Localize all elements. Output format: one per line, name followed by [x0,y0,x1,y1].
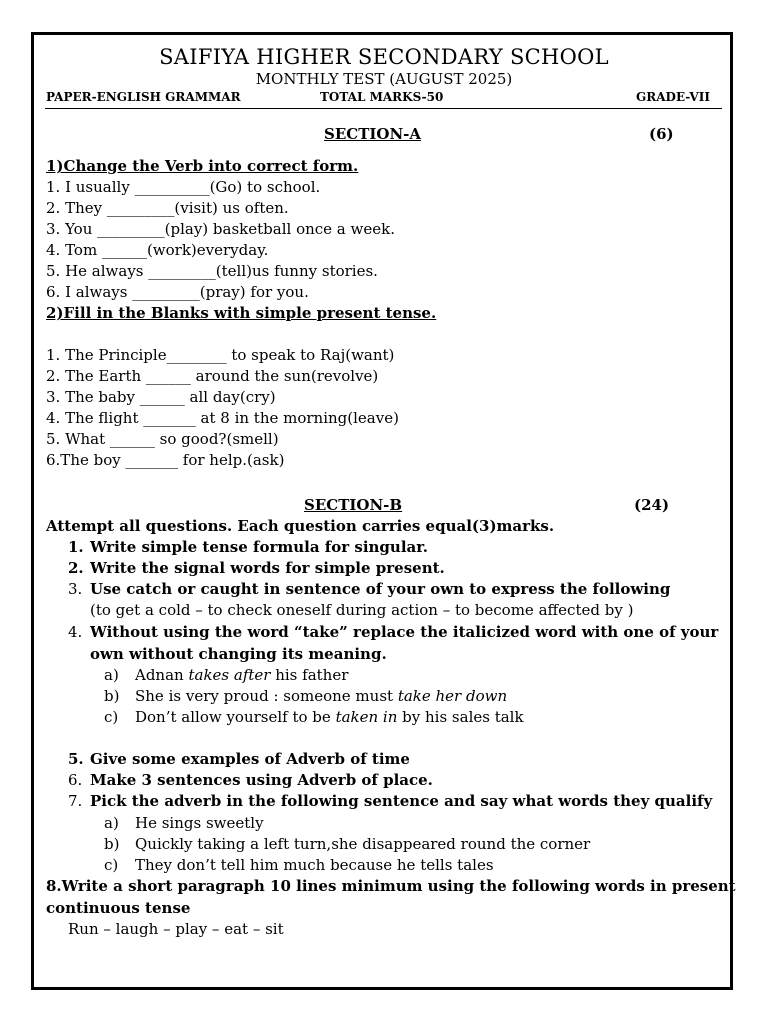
sub-label: a) [104,666,119,684]
question-text-cont: continuous tense [46,899,191,917]
question-heading: 1)Change the Verb into correct form. [46,157,359,175]
sub-text: She is very proud : someone must [135,687,398,705]
question-text: Use catch or caught in sentence of your own to express the following [90,580,671,598]
sub-text: Quickly taking a left turn,she disappeared round the corner [135,835,591,853]
word-list: Run – laugh – play – eat – sit [68,920,284,938]
question-text: Pick the adverb in the following sentence and say what words they qualify [90,792,713,810]
question-text: 8.Write a short paragraph 10 lines minimum using the following words in present [46,877,736,895]
sub-label: c) [104,708,119,726]
sub-item [104,855,494,876]
sub-text: He sings sweetly [135,814,264,832]
paper-name: PAPER-ENGLISH GRAMMAR [46,90,241,104]
list-item: 1. I usually __________(Go) to school. [46,178,321,196]
list-item: 4. The flight _______ at 8 in the morning(leave) [46,409,399,427]
list-item: 5. What ______ so good?(smell) [46,430,279,448]
question-text: Make 3 sentences using Adverb of place. [90,771,433,789]
sub-label: a) [104,814,119,832]
section-b-marks: (24) [634,496,670,514]
list-item: 5. He always _________(tell)us funny stories. [46,262,378,280]
list-item: 3. You _________(play) basketball once a week. [46,220,395,238]
sub-label: b) [104,687,120,705]
question-item [68,558,445,579]
list-item: 2. They _________(visit) us often. [46,199,289,217]
question-text: Write simple tense formula for singular. [90,538,428,556]
question-number: 6. [68,771,83,789]
sub-label: c) [104,856,119,874]
list-item: 1. The Principle________ to speak to Raj(want) [46,346,395,364]
sub-label: b) [104,835,120,853]
question-number: 1. [68,538,84,556]
sub-item [104,665,348,686]
question-number: 3. [68,580,83,598]
question-item [68,622,718,643]
list-item: 4. Tom ______(work)everyday. [46,241,269,259]
sub-text: by his sales talk [397,708,524,726]
italic-phrase: take her down [397,687,508,705]
question-note: (to get a cold – to check oneself during action – to become affected by ) [90,601,634,619]
list-item: 6.The boy _______ for help.(ask) [46,451,285,469]
question-number: 4. [68,623,83,641]
question-heading: 2)Fill in the Blanks with simple present tense. [46,304,437,322]
sub-item [104,813,264,834]
list-item: 2. The Earth ______ around the sun(revolve) [46,367,379,385]
sub-text: his father [270,666,349,684]
list-item: 6. I always _________(pray) for you. [46,283,309,301]
grade: GRADE-VII [636,90,710,104]
sub-item [104,834,590,855]
question-item [68,537,428,558]
question-item [68,791,712,812]
question-number: 5. [68,750,84,768]
section-instruction: Attempt all questions. Each question carries equal(3)marks. [46,517,555,535]
section-b-title: SECTION-B [304,496,403,514]
header-divider [45,108,722,109]
question-item [68,770,433,791]
school-name: SAIFIYA HIGHER SECONDARY SCHOOL [159,45,609,69]
sub-item [104,686,507,707]
question-text: Write the signal words for simple present. [90,559,445,577]
question-number: 2. [68,559,84,577]
italic-phrase: takes after [188,666,271,684]
question-item [68,579,670,600]
list-item: 3. The baby ______ all day(cry) [46,388,276,406]
sub-text: They don’t tell him much because he tells tales [135,856,494,874]
question-item [68,749,410,770]
question-text: Give some examples of Adverb of time [90,750,410,768]
total-marks: TOTAL MARKS-50 [320,90,444,104]
sub-item [104,707,524,728]
test-title: MONTHLY TEST (AUGUST 2025) [255,70,513,88]
section-a-marks: (6) [649,125,674,143]
sub-text: Don’t allow yourself to be [135,708,336,726]
question-text: Without using the word “take” replace the italicized word with one of your [90,623,719,641]
question-text-cont: own without changing its meaning. [90,645,387,663]
italic-phrase: taken in [335,708,398,726]
section-a-title: SECTION-A [324,125,422,143]
question-number: 7. [68,792,83,810]
sub-text: Adnan [135,666,189,684]
